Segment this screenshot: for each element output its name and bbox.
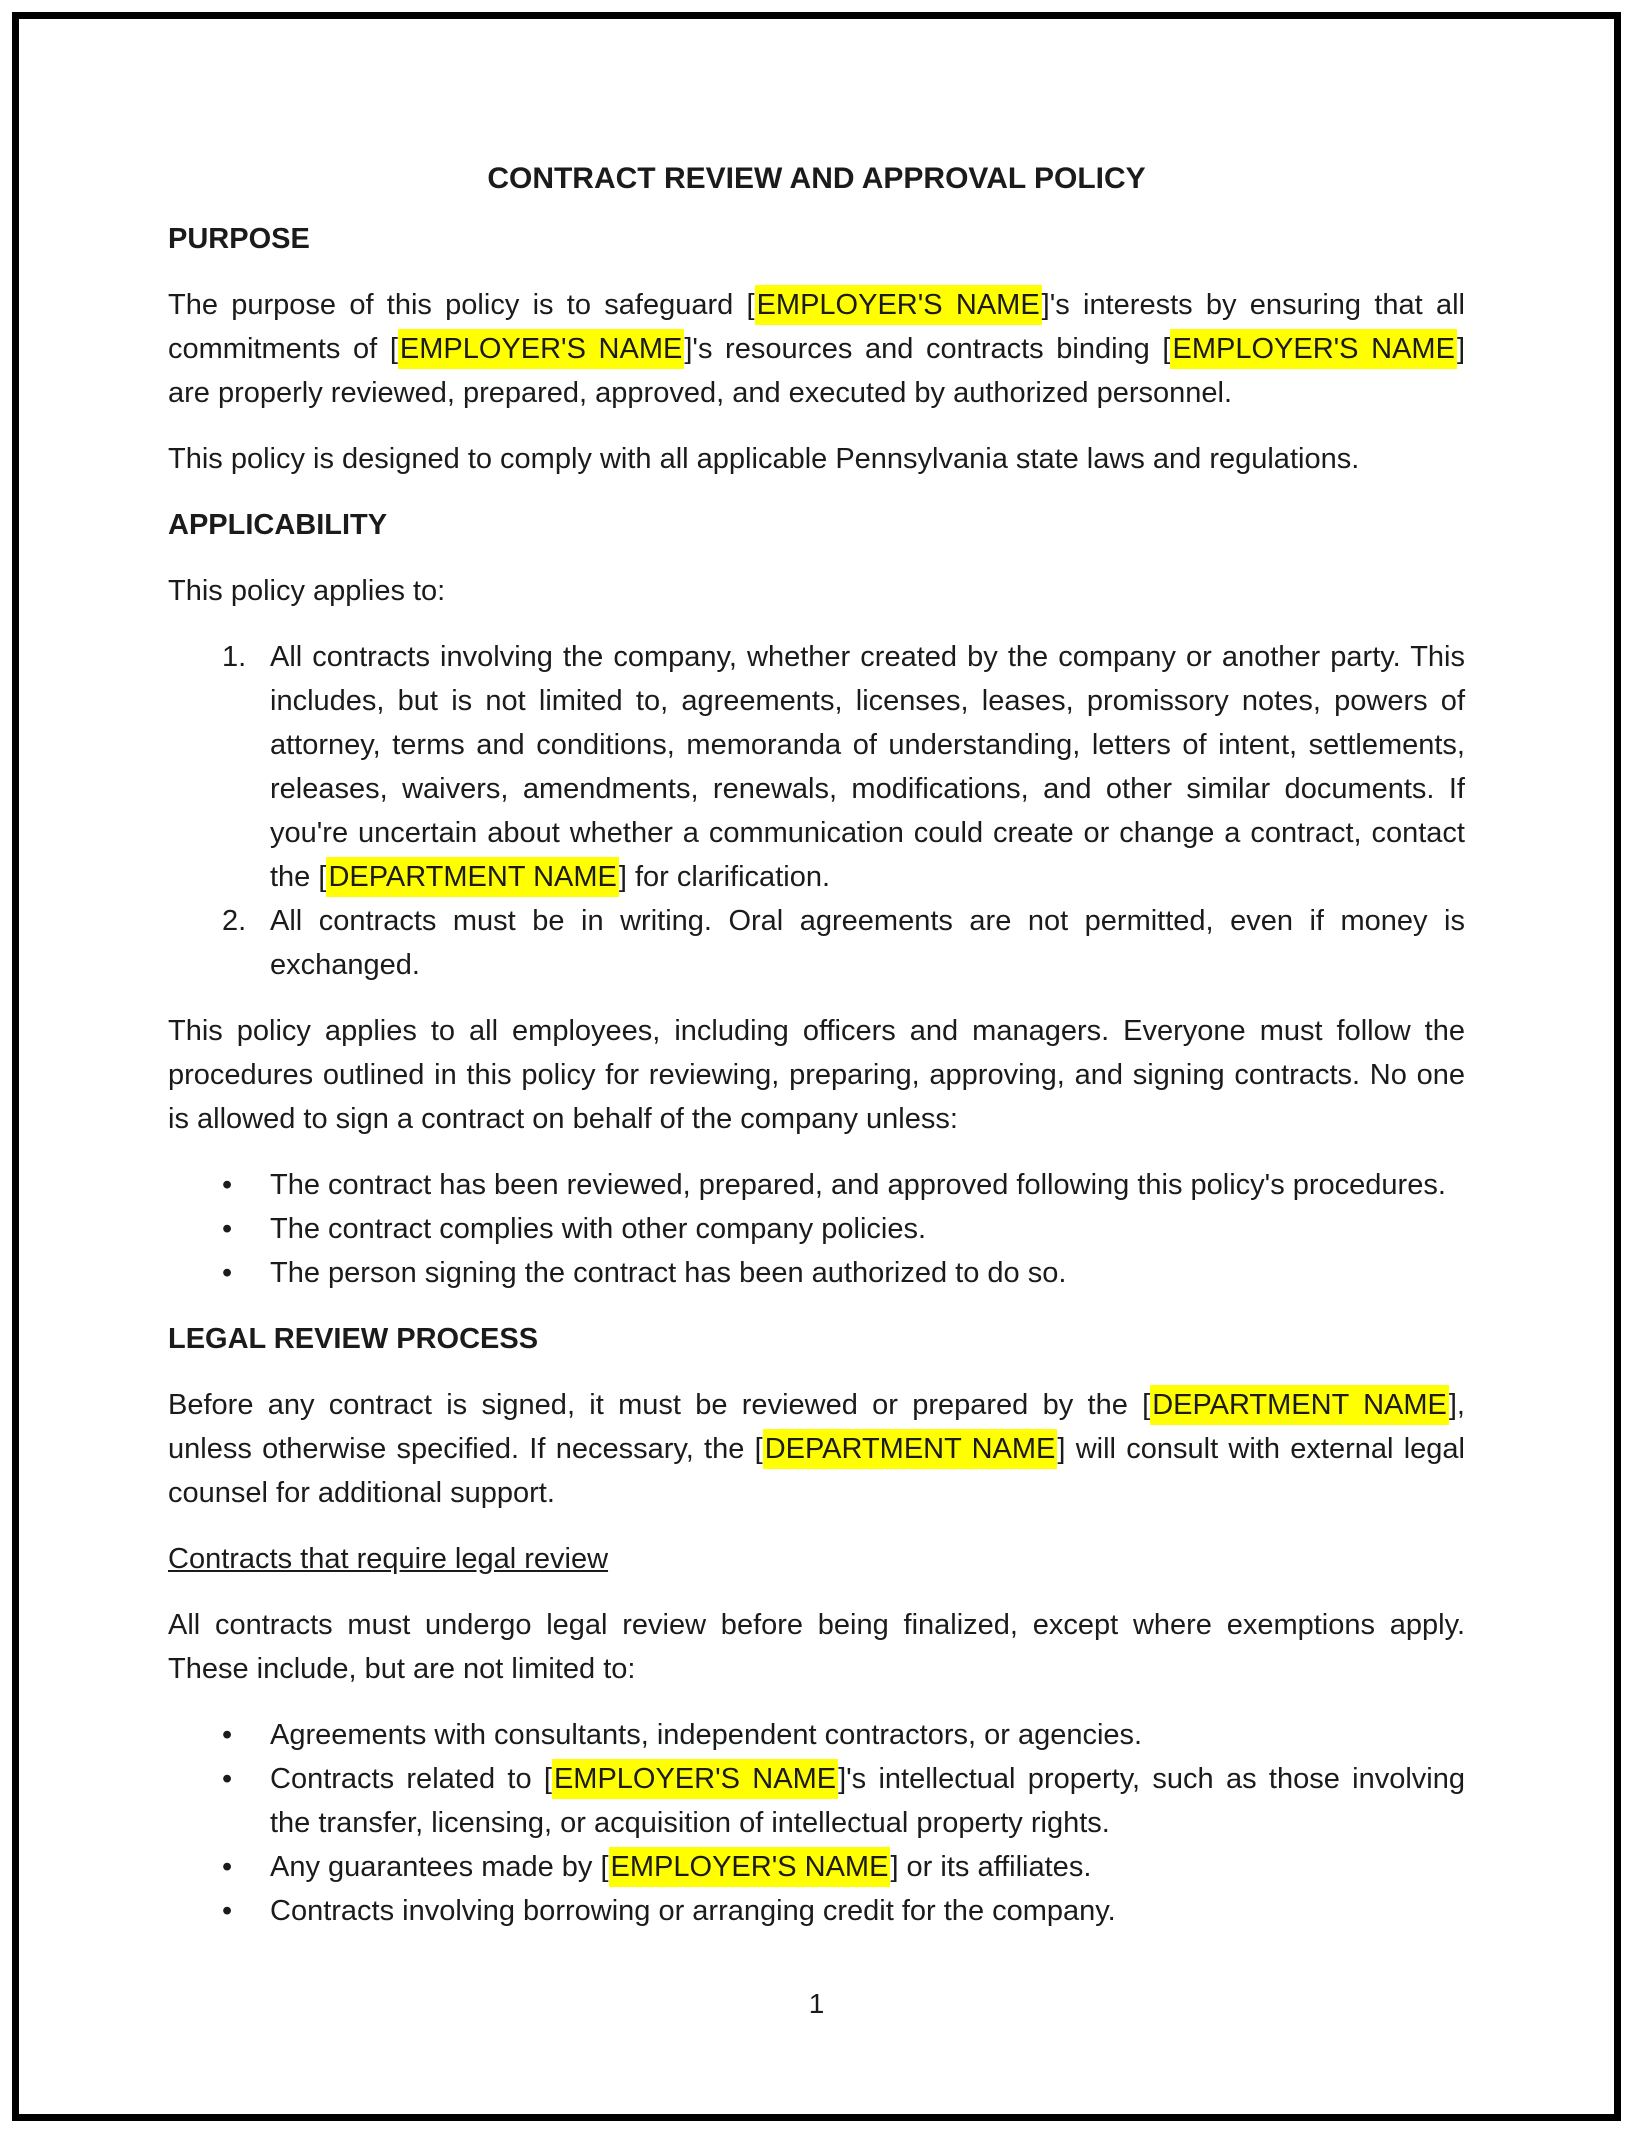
highlight-placeholder: EMPLOYER'S NAME: [1170, 329, 1456, 369]
page-number: 1: [808, 1988, 825, 2019]
section-heading: PURPOSE: [168, 223, 310, 255]
list-item: 1. All contracts involving the company, whether created by the company or another party. This includes, but is not limited to, agreements, licenses, leases, promissory notes, powers of attorney, terms and conditions, memoranda of understanding, letters of intent, settlements, releases, waivers, amendments, renewals, modifications, and other similar documents. If you're uncertain about whether a communication could create or change a contract, contact the [DEPARTMENT NAME] for clarification.: [168, 635, 1465, 899]
highlight-placeholder: EMPLOYER'S NAME: [552, 1759, 838, 1799]
list-item: 2. All contracts must be in writing. Oral agreements are not permitted, even if money is exchanged.: [168, 899, 1465, 987]
bullet-icon: •: [222, 1169, 233, 1201]
paragraph: Before any contract is signed, it must be reviewed or prepared by the [DEPARTMENT NAME], unless otherwise specified. If necessary, the [DEPARTMENT NAME] will consult with external legal counsel for additional support.: [168, 1383, 1465, 1515]
bullet-icon: •: [222, 1257, 233, 1289]
document-body: [168, 217, 1465, 1933]
list-item: • Any guarantees made by [EMPLOYER'S NAME] or its affiliates.: [168, 1845, 1465, 1889]
list-item: • Agreements with consultants, independent contractors, or agencies.: [168, 1713, 1465, 1757]
list-item: • The contract has been reviewed, prepared, and approved following this policy's procedures.: [168, 1163, 1465, 1207]
highlight-placeholder: DEPARTMENT NAME: [326, 857, 618, 897]
paragraph: This policy applies to all employees, including officers and managers. Everyone must follow the procedures outlined in this policy for reviewing, preparing, approving, and signing contracts. No one is allowed to sign a contract on behalf of the company unless:: [168, 1015, 1465, 1135]
list-number: 2.: [222, 905, 247, 937]
document-content: [168, 0, 1465, 1955]
highlight-placeholder: EMPLOYER'S NAME: [755, 285, 1042, 325]
highlight-placeholder: DEPARTMENT NAME: [763, 1429, 1058, 1469]
paragraph: All contracts must undergo legal review before being finalized, except where exemptions apply. These include, but are not limited to:: [168, 1609, 1465, 1685]
list-item: • The person signing the contract has been authorized to do so.: [168, 1251, 1465, 1295]
list-item: • Contracts involving borrowing or arranging credit for the company.: [168, 1889, 1465, 1933]
list-item: • The contract complies with other company policies.: [168, 1207, 1465, 1251]
list-item: • Contracts related to [EMPLOYER'S NAME]'s intellectual property, such as those involving the transfer, licensing, or acquisition of intellectual property rights.: [168, 1757, 1465, 1845]
bullet-list: [168, 1163, 1465, 1295]
bullet-icon: •: [222, 1895, 233, 1927]
highlight-placeholder: DEPARTMENT NAME: [1150, 1385, 1449, 1425]
highlight-placeholder: EMPLOYER'S NAME: [398, 329, 684, 369]
paragraph: This policy is designed to comply with all applicable Pennsylvania state laws and regulations.: [168, 443, 1360, 475]
document-title: CONTRACT REVIEW AND APPROVAL POLICY: [487, 162, 1146, 195]
bullet-icon: •: [222, 1763, 233, 1795]
section-heading: LEGAL REVIEW PROCESS: [168, 1323, 539, 1355]
paragraph: This policy applies to:: [168, 575, 446, 607]
bullet-icon: •: [222, 1213, 233, 1245]
ordered-list: [168, 635, 1465, 987]
highlight-placeholder: EMPLOYER'S NAME: [609, 1847, 891, 1887]
bullet-list: [168, 1713, 1465, 1933]
section-heading: APPLICABILITY: [168, 509, 388, 541]
paragraph: The purpose of this policy is to safeguard [EMPLOYER'S NAME]'s interests by ensuring that all commitments of [EMPLOYER'S NAME]'s resources and contracts binding [EMPLOYER'S NAME] are properly reviewed, prepared, approved, and executed by authorized personnel.: [168, 283, 1465, 415]
list-number: 1.: [222, 641, 247, 673]
subsection-heading: Contracts that require legal review: [168, 1543, 609, 1575]
bullet-icon: •: [222, 1851, 233, 1883]
bullet-icon: •: [222, 1719, 233, 1751]
